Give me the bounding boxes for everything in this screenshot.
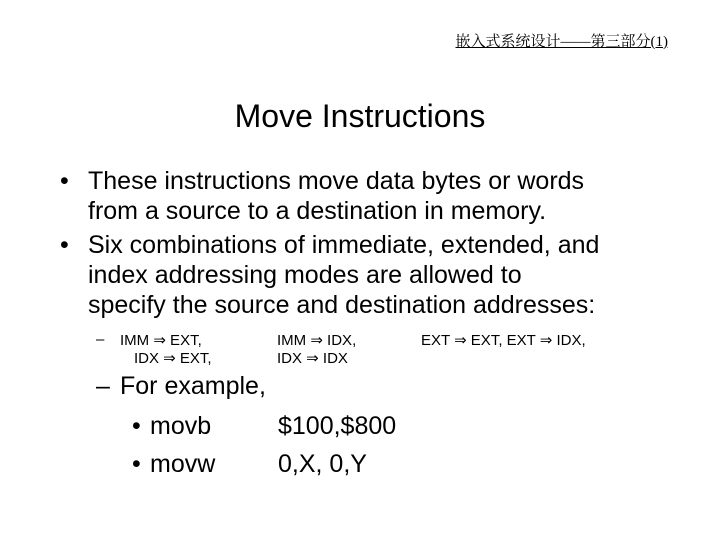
example-op-movb: movb	[150, 412, 212, 440]
bullet-2-line-1: Six combinations of immediate, extended, and	[88, 231, 600, 259]
bullet-marker: •	[60, 167, 69, 195]
modes-dash: –	[96, 331, 105, 348]
slide-header: 嵌入式系统设计——第三部分(1)	[455, 34, 668, 50]
bullet-1-line-1: These instructions move data bytes or words	[88, 167, 585, 195]
example-args-movw: 0,X, 0,Y	[278, 450, 367, 478]
mode-imm-idx: IMM ⇒ IDX,	[277, 332, 357, 349]
example-args-movb: $100,$800	[278, 412, 397, 440]
example-op-movw: movw	[150, 450, 216, 478]
mode-ext-ext-idx: EXT ⇒ EXT, EXT ⇒ IDX,	[421, 332, 586, 349]
mode-imm-ext: IMM ⇒ EXT,	[120, 332, 202, 349]
mode-idx-idx: IDX ⇒ IDX	[277, 350, 348, 367]
bullet-1-line-2: from a source to a destination in memory.	[88, 197, 547, 225]
example-dash: –	[96, 372, 110, 400]
bullet-2-line-3: specify the source and destination addresses:	[88, 291, 596, 319]
mode-idx-ext: IDX ⇒ EXT,	[134, 350, 212, 367]
example-marker: •	[132, 450, 141, 478]
slide-title: Move Instructions	[234, 98, 486, 134]
bullet-marker: •	[60, 231, 69, 259]
example-label: For example,	[120, 372, 266, 400]
example-marker: •	[132, 412, 141, 440]
bullet-2-line-2: index addressing modes are allowed to	[88, 261, 522, 289]
